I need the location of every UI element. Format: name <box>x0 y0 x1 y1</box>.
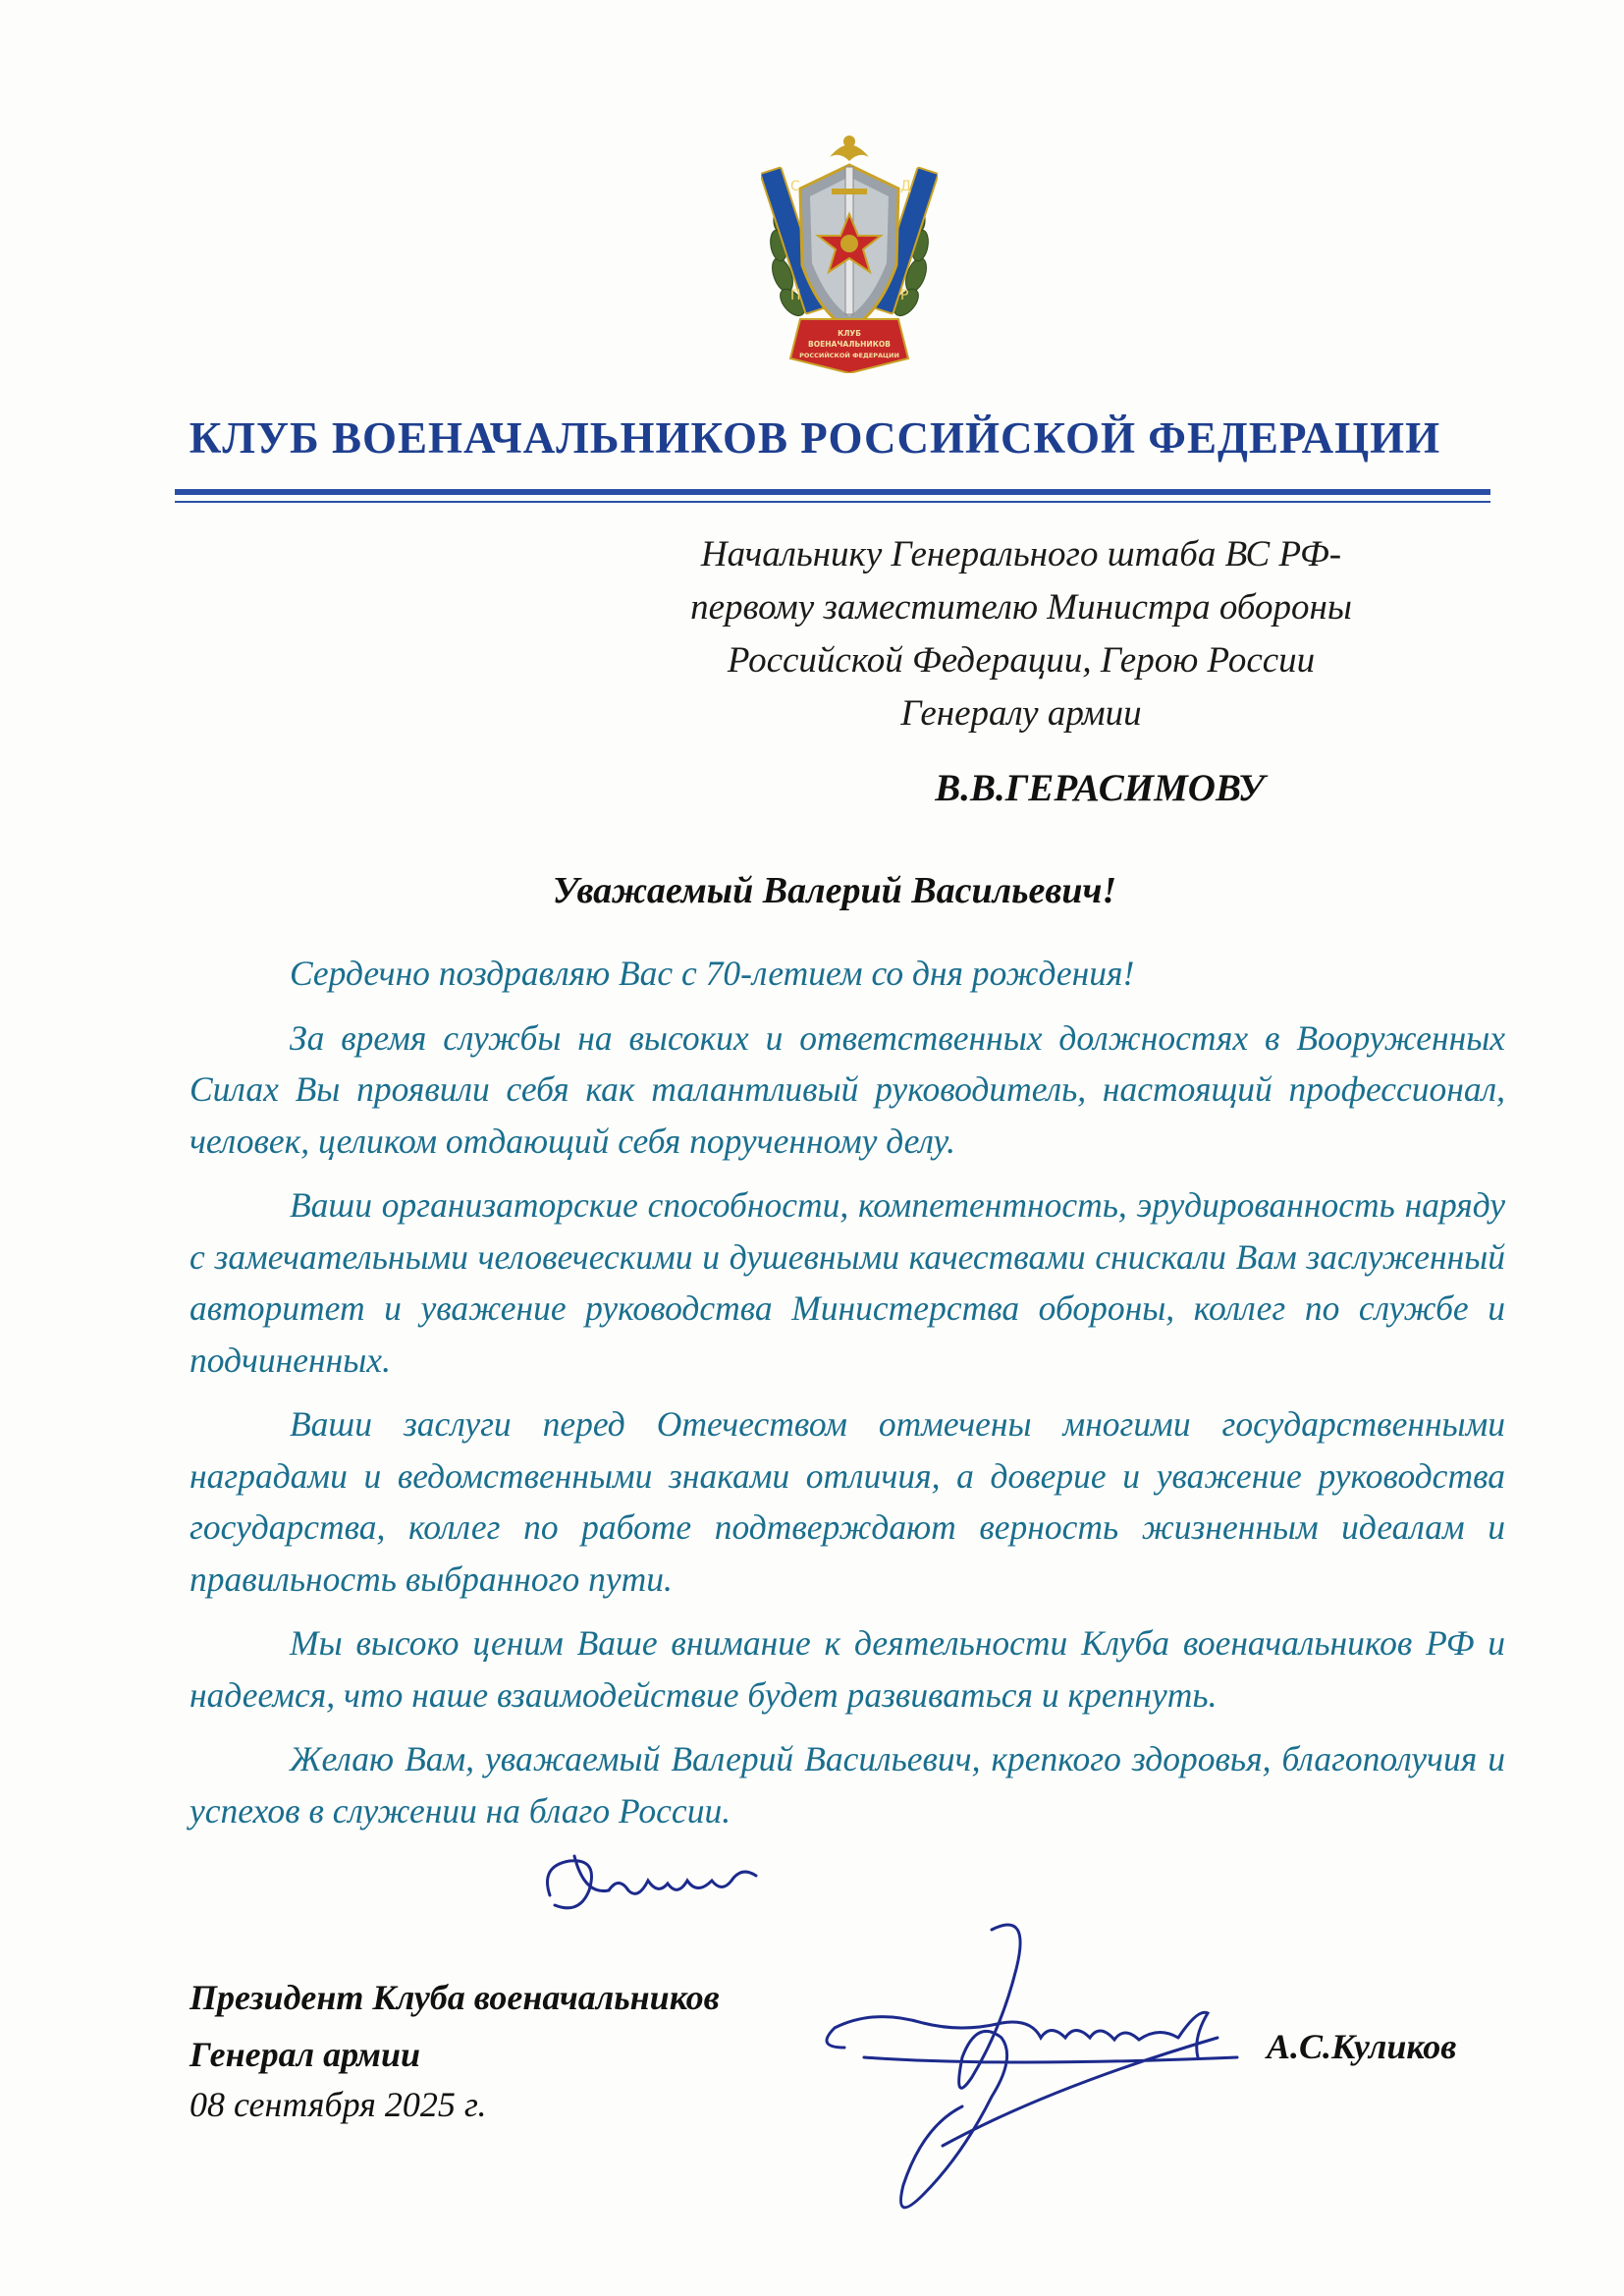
organization-title: КЛУБ ВОЕНАЧАЛЬНИКОВ РОССИЙСКОЙ ФЕДЕРАЦИИ <box>189 413 1441 463</box>
addressee-line: Генералу армии <box>900 693 1142 734</box>
addressee-block <box>677 528 1365 740</box>
body-paragraph: За время службы на высоких и ответственных должностях в Вооруженных Силах Вы проявили себя как талантливый руководитель, настоящий профессионал, человек, целиком отдающий себя порученному делу. <box>189 1017 1505 1161</box>
body-paragraph: Желаю Вам, уважаемый Валерий Васильевич, крепкого здоровья, благополучия и успехов в служении на благо России. <box>189 1739 1505 1831</box>
svg-text:С: С <box>790 179 800 194</box>
letter-date: 08 сентября 2025 г. <box>189 2085 487 2124</box>
signatory-name: А.С.Куликов <box>1267 2027 1457 2066</box>
handwritten-note-icon <box>530 1836 776 1935</box>
body-paragraph: Сердечно поздравляю Вас с 70-летием со дня рождения! <box>290 954 1135 993</box>
svg-text:Д: Д <box>900 179 911 194</box>
body-paragraph: Ваши организаторские способности, компетентность, эрудированность наряду с замечательными человеческими и душевными качествами снискали Вам заслуженный авторитет и уважение руководства Министерства обороны, коллег по службе и подчиненных. <box>189 1185 1505 1380</box>
svg-text:П: П <box>790 288 801 303</box>
addressee-line: Начальнику Генерального штаба ВС РФ- <box>700 534 1342 574</box>
svg-text:РОССИЙСКОЙ ФЕДЕРАЦИИ: РОССИЙСКОЙ ФЕДЕРАЦИИ <box>799 352 899 359</box>
svg-text:Р: Р <box>900 288 909 303</box>
addressee-line: Российской Федерации, Герою России <box>727 640 1316 681</box>
signature-icon <box>805 1910 1257 2244</box>
svg-text:КЛУБ: КЛУБ <box>838 329 861 338</box>
recipient-name: В.В.ГЕРАСИМОВУ <box>935 767 1265 809</box>
club-emblem-icon <box>761 128 938 373</box>
salutation: Уважаемый Валерий Васильевич! <box>552 870 1117 911</box>
svg-text:ВОЕНАЧАЛЬНИКОВ: ВОЕНАЧАЛЬНИКОВ <box>808 340 891 349</box>
header-divider-thick <box>175 489 1490 495</box>
body-paragraph: Ваши заслуги перед Отечеством отмечены многими государственными наградами и ведомственными знаками отличия, а доверие и уважение руководства государства, коллег по работе подтверждают верность жизненным идеалам и правильность выбранного пути. <box>189 1404 1505 1599</box>
signatory-role-line: Генерал армии <box>189 2035 421 2074</box>
body-paragraph: Мы высоко ценим Ваше внимание к деятельности Клуба военачальников РФ и надеемся, что наше взаимодействие будет развиваться и крепнуть. <box>189 1623 1505 1715</box>
signatory-role <box>189 1969 720 2083</box>
letter-body <box>189 948 1505 1849</box>
header-divider-thin <box>175 501 1490 503</box>
addressee-line: первому заместителю Министра обороны <box>690 587 1352 628</box>
signatory-role-line: Президент Клуба военачальников <box>189 1978 720 2017</box>
